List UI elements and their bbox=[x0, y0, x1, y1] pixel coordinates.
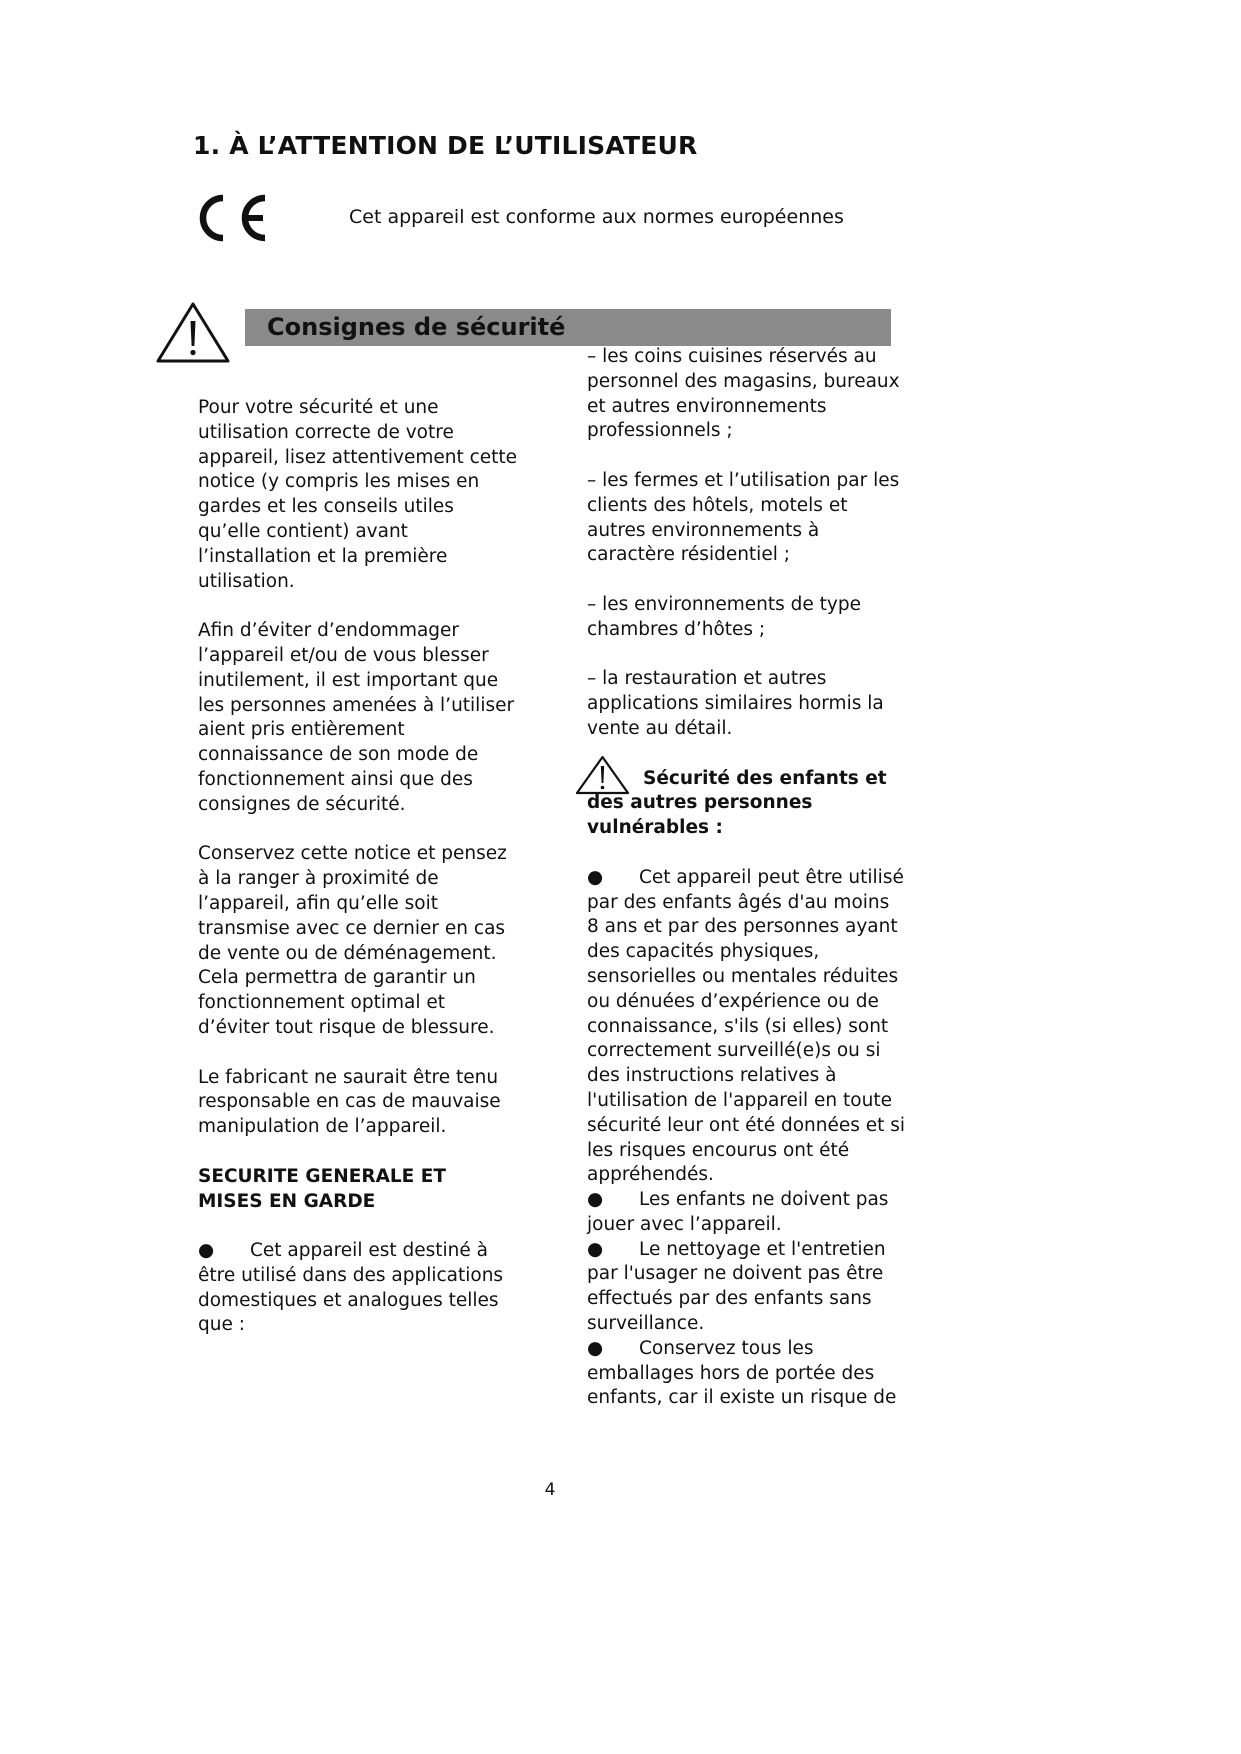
safety-banner bbox=[245, 309, 891, 346]
section-title: 1. À L’ATTENTION DE L’UTILISATEUR bbox=[193, 131, 698, 160]
bullet-dot-icon: ● bbox=[587, 866, 604, 888]
bullet-item bbox=[587, 866, 907, 1188]
bullet-text-rest: être utilisé dans des applications domestiques et analogues telles que : bbox=[198, 1264, 504, 1336]
children-heading-first: Sécurité des enfants et bbox=[643, 767, 887, 789]
page-number: 4 bbox=[544, 1480, 556, 1500]
keep-manual-paragraph: Conservez cette notice et pensez à la ranger à proximité de l’appareil, afin qu’elle soit transmise avec ce dernier en cas de vente ou de déménagement. Cela permettra de garantir un fonctionnement optimal et d’éviter tout risque de blessure. bbox=[198, 843, 507, 1038]
usage-item: – la restauration et autres applications similaires hormis la vente au détail. bbox=[587, 668, 884, 739]
general-safety-heading: SECURITE GENERALE ET MISES EN GARDE bbox=[198, 1165, 447, 1212]
warning-triangle-icon bbox=[155, 301, 231, 365]
right-column bbox=[587, 345, 907, 1411]
bullet-text-first: Cet appareil est destiné à bbox=[250, 1240, 488, 1262]
damage-paragraph: Afin d’éviter d’endommager l’appareil et/ou de vous blesser inutilement, il est important que les personnes amenées à l’utiliser aient pris entièrement connaissance de son mode de fonctionnement ainsi que des consignes de sécurité. bbox=[198, 620, 515, 815]
bullet-text-first: Les enfants ne doivent pas bbox=[639, 1189, 889, 1211]
bullet-text-rest: par l'usager ne doivent pas être effectués par des enfants sans surveillance. bbox=[587, 1263, 884, 1335]
intro-paragraph: Pour votre sécurité et une utilisation correcte de votre appareil, lisez attentivement cette notice (y compris les mises en gardes et les conseils utiles qu’elle contient) avant l’installation et la première utilisation. bbox=[198, 397, 518, 592]
bullet-dot-icon: ● bbox=[198, 1240, 215, 1262]
bullet-text-rest: par des enfants âgés d'au moins 8 ans et par des personnes ayant des capacités physiques, sensorielles ou mentales réduites ou dénuées d’expérience ou de connaissance, s'ils (si elles) sont correctement surveillé(e)s ou si des instructions relatives à l'utilisation de l'appareil en toute sécurité leur ont été données et si les risques encourus ont été appréhendés. bbox=[587, 891, 906, 1186]
bullet-dot-icon: ● bbox=[587, 1337, 604, 1359]
bullet-dot-icon: ● bbox=[587, 1238, 604, 1260]
ce-mark-icon bbox=[193, 189, 273, 247]
bullet-text-first: Cet appareil peut être utilisé bbox=[639, 866, 904, 888]
left-column bbox=[198, 396, 518, 1338]
bullet-dot-icon: ● bbox=[587, 1189, 604, 1211]
bullet-text-rest: emballages hors de portée des enfants, car il existe un risque de bbox=[587, 1362, 897, 1409]
usage-item: – les coins cuisines réservés au personnel des magasins, bureaux et autres environnements professionnels ; bbox=[587, 346, 900, 442]
safety-banner-title: Consignes de sécurité bbox=[267, 313, 566, 341]
bullet-text-rest: jouer avec l’appareil. bbox=[587, 1213, 782, 1235]
bullet-item bbox=[587, 1238, 907, 1337]
ce-conformity-text: Cet appareil est conforme aux normes européennes bbox=[349, 206, 844, 228]
usage-item: – les fermes et l’utilisation par les clients des hôtels, motels et autres environnements à caractère résidentiel ; bbox=[587, 469, 900, 566]
usage-item: – les environnements de type chambres d’hôtes ; bbox=[587, 593, 861, 640]
children-safety-heading bbox=[587, 767, 907, 841]
liability-paragraph: Le fabricant ne saurait être tenu responsable en cas de mauvaise manipulation de l’appareil. bbox=[198, 1066, 501, 1138]
bullet-text-first: Conservez tous les bbox=[639, 1337, 814, 1359]
bullet-item bbox=[198, 1239, 518, 1338]
bullet-text-first: Le nettoyage et l'entretien bbox=[639, 1238, 886, 1260]
children-warning-icon bbox=[575, 755, 630, 795]
bullet-item bbox=[587, 1188, 907, 1238]
bullet-item bbox=[587, 1337, 907, 1411]
children-heading-rest: des autres personnes vulnérables : bbox=[587, 792, 813, 839]
